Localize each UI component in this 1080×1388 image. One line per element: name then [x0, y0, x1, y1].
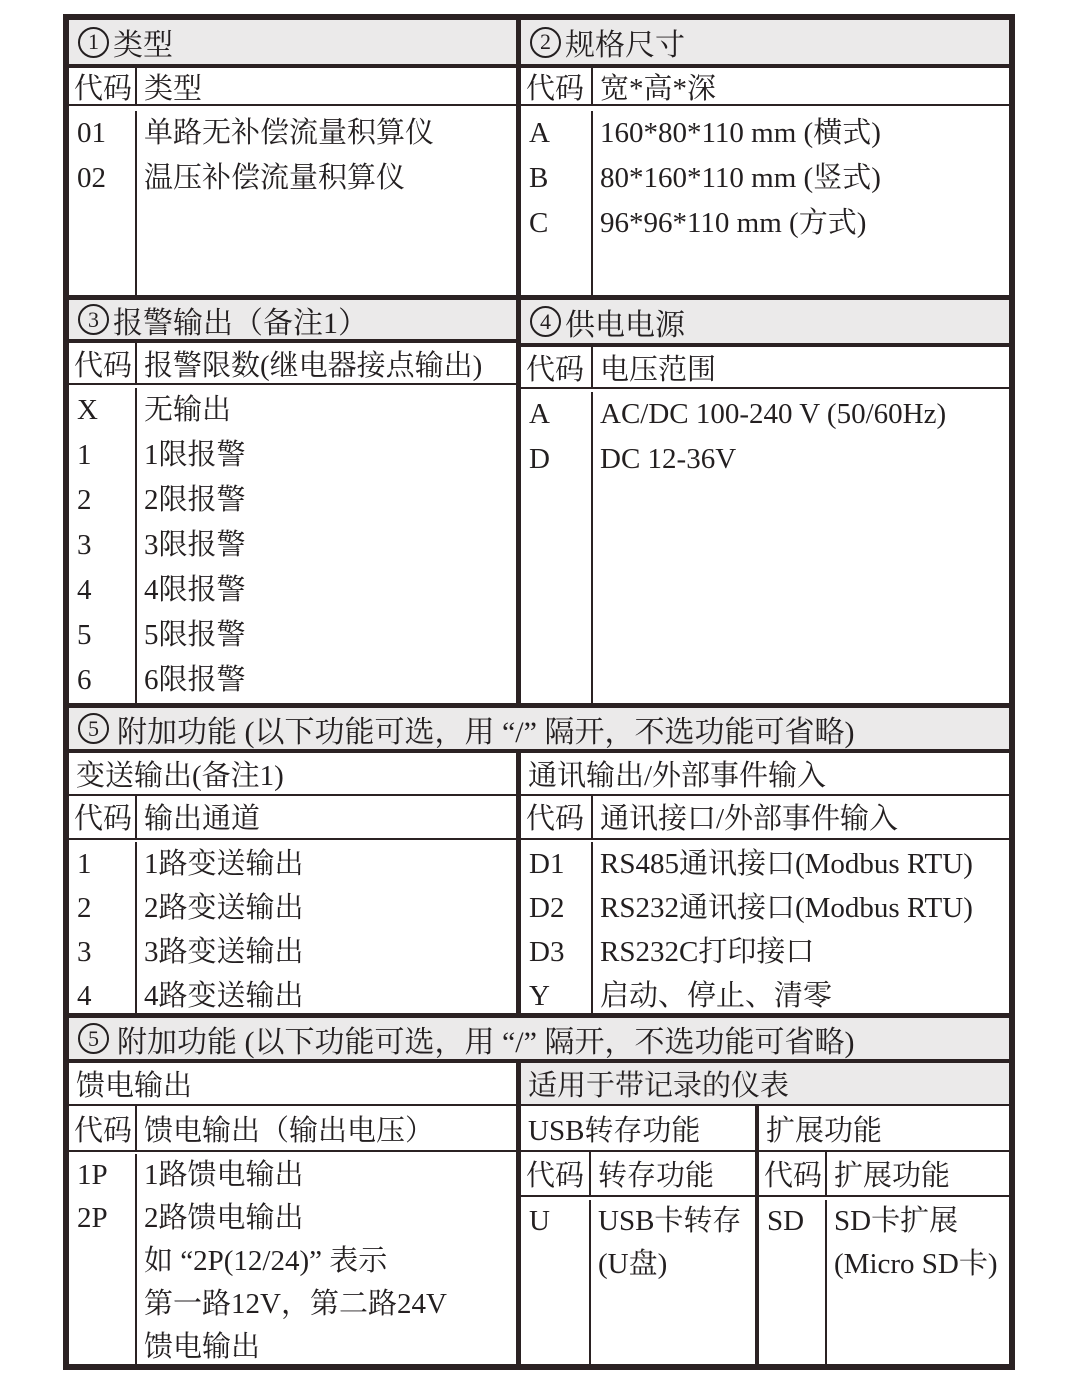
transmit-output-subtitle-text: 变送输出(备注1) — [76, 759, 284, 792]
code-column — [521, 111, 593, 295]
block-additional-functions-2 — [69, 1013, 1009, 1364]
section-power-title-text: 供电电源 — [565, 308, 685, 342]
col-header-output-channels: 输出通道 — [144, 803, 261, 836]
desc-value: 1路馈电输出 — [144, 1159, 304, 1191]
desc-column — [593, 842, 1009, 1018]
code-value: D — [529, 443, 550, 475]
block-type-size — [69, 20, 1009, 295]
section-type — [69, 20, 516, 295]
usb-dump-header — [521, 1106, 755, 1152]
section-alarm-rows — [69, 385, 516, 703]
code-value: D3 — [529, 936, 565, 968]
spec-page — [0, 14, 1080, 1388]
sd-extension-section — [759, 1106, 1009, 1369]
ordering-code-table — [63, 14, 1015, 1370]
col-header-code: 代码 — [521, 347, 593, 387]
usb-ext-split — [521, 1106, 1009, 1369]
section-type-header — [69, 68, 516, 106]
section-alarm — [69, 300, 516, 703]
code-value: 1 — [77, 848, 92, 880]
recording-instruments-subtitle-text: 适用于带记录的仪表 — [528, 1070, 790, 1102]
desc-value: 6限报警 — [144, 664, 246, 696]
desc-value: (U盘) — [598, 1248, 668, 1280]
sd-extension-rows — [759, 1197, 1009, 1369]
desc-value: 3限报警 — [144, 529, 246, 561]
comm-output-subtitle-text: 通讯输出/外部事件输入 — [528, 759, 827, 792]
desc-value: USB卡转存 — [598, 1205, 742, 1237]
code-column — [69, 388, 137, 703]
desc-value: 第一路12V，第二路24V — [144, 1288, 447, 1320]
col-header-code: 代码 — [69, 343, 137, 383]
circled-number-3: 3 — [78, 304, 109, 335]
comm-output-rows — [521, 840, 1009, 1018]
section-power-title — [521, 300, 1009, 347]
code-value: 4 — [77, 574, 92, 606]
section-type-title-text: 类型 — [113, 29, 173, 62]
desc-value: RS232通讯接口(Modbus RTU) — [600, 892, 973, 924]
col-header-code: 代码 — [521, 796, 593, 838]
sd-extension-header-text: 扩展功能 — [766, 1114, 883, 1147]
desc-value: AC/DC 100-240 V (50/60Hz) — [600, 398, 947, 430]
desc-column — [137, 388, 516, 703]
code-column — [69, 111, 137, 295]
code-column — [69, 842, 137, 1018]
usb-dump-header-text: USB转存功能 — [528, 1114, 701, 1147]
code-column — [521, 842, 593, 1018]
block-additional-functions-1 — [69, 703, 1009, 1013]
section-size-title-text: 规格尺寸 — [565, 29, 685, 62]
code-value: Y — [529, 980, 550, 1012]
desc-column — [593, 392, 1009, 703]
desc-value: DC 12-36V — [600, 443, 737, 475]
col-header-code: 代码 — [69, 68, 137, 104]
desc-value: 160*80*110 mm (横式) — [600, 117, 881, 149]
subsection-feed-output — [69, 1063, 516, 1369]
section-addfunc2-title-text: 附加功能 (以下功能可选，用 “/” 隔开，不选功能可省略) — [117, 1025, 855, 1059]
desc-value: 5限报警 — [144, 619, 246, 651]
code-value: D1 — [529, 848, 565, 880]
section-size-header — [521, 68, 1009, 106]
section-alarm-title — [69, 300, 516, 343]
desc-value: 1限报警 — [144, 439, 246, 471]
code-value: U — [529, 1205, 550, 1237]
feed-output-rows — [69, 1152, 516, 1369]
code-value: A — [529, 117, 550, 149]
col-header-feed-voltage: 馈电输出（输出电压） — [144, 1114, 435, 1147]
desc-column — [137, 842, 516, 1018]
section-addfunc1-title — [69, 708, 1009, 753]
col-header-code: 代码 — [69, 1106, 137, 1150]
col-header-voltage-range: 电压范围 — [600, 353, 717, 386]
desc-value: 3路变送输出 — [144, 936, 304, 968]
desc-value: 96*96*110 mm (方式) — [600, 207, 867, 239]
section-size — [516, 20, 1009, 295]
code-value — [77, 1283, 135, 1326]
col-header-extension-function: 扩展功能 — [834, 1160, 951, 1192]
desc-value: 如 “2P(12/24)” 表示 — [144, 1245, 388, 1277]
section-size-title — [521, 20, 1009, 68]
block-alarm-power — [69, 295, 1009, 703]
section-power-header — [521, 347, 1009, 389]
desc-value: 80*160*110 mm (竖式) — [600, 162, 881, 194]
desc-value: (Micro SD卡) — [834, 1248, 998, 1280]
col-header-alarm-limits: 报警限数(继电器接点输出) — [144, 349, 483, 382]
code-value: 4 — [77, 980, 92, 1012]
feed-output-subtitle — [69, 1063, 516, 1106]
code-value: 2 — [77, 892, 92, 924]
desc-value: RS485通讯接口(Modbus RTU) — [600, 848, 973, 880]
sd-extension-header — [759, 1106, 1009, 1152]
code-value: D2 — [529, 892, 565, 924]
section-power-rows — [521, 389, 1009, 703]
section-size-rows — [521, 106, 1009, 295]
code-value: 01 — [77, 117, 106, 149]
circled-number-2: 2 — [530, 27, 561, 58]
transmit-output-subtitle — [69, 753, 516, 796]
col-header-code: 代码 — [521, 1152, 591, 1195]
desc-value: 无输出 — [144, 394, 232, 426]
usb-dump-section — [521, 1106, 759, 1369]
recording-instruments-subtitle — [521, 1063, 1009, 1106]
col-header-code: 代码 — [759, 1152, 827, 1195]
subsection-recording-instruments — [516, 1063, 1009, 1369]
desc-column — [591, 1200, 755, 1369]
comm-output-header — [521, 796, 1009, 840]
code-value: 6 — [77, 664, 92, 696]
transmit-output-header — [69, 796, 516, 840]
code-column — [759, 1200, 827, 1369]
desc-value: 2路馈电输出 — [144, 1202, 304, 1234]
desc-value: 1路变送输出 — [144, 848, 304, 880]
code-column — [69, 1154, 137, 1369]
section-type-title — [69, 20, 516, 68]
desc-value: SD卡扩展 — [834, 1205, 959, 1237]
code-value: 5 — [77, 619, 92, 651]
section-addfunc1-title-text: 附加功能 (以下功能可选，用 “/” 隔开，不选功能可省略) — [117, 715, 855, 749]
section-alarm-title-text: 报警输出（备注1） — [113, 306, 368, 340]
circled-number-1: 1 — [78, 27, 109, 58]
desc-value: 温压补偿流量积算仪 — [144, 162, 406, 194]
desc-value: 4路变送输出 — [144, 980, 304, 1012]
section-alarm-header — [69, 343, 516, 385]
code-value: 1 — [77, 439, 92, 471]
desc-value: 单路无补偿流量积算仪 — [144, 117, 435, 149]
sd-extension-colheaders — [759, 1152, 1009, 1197]
code-value: SD — [767, 1205, 805, 1237]
subsection-transmit-output — [69, 753, 516, 1018]
code-value: 2P — [77, 1202, 108, 1234]
section-addfunc2-title — [69, 1018, 1009, 1063]
feed-output-subtitle-text: 馈电输出 — [76, 1070, 193, 1102]
code-value: 02 — [77, 162, 106, 194]
col-header-comm-interface: 通讯接口/外部事件输入 — [600, 803, 899, 836]
circled-number-5: 5 — [78, 713, 109, 744]
desc-value: 2路变送输出 — [144, 892, 304, 924]
col-header-dump-function: 转存功能 — [598, 1160, 715, 1192]
col-header-code: 代码 — [69, 796, 137, 838]
code-value: 3 — [77, 529, 92, 561]
circled-number-4: 4 — [530, 306, 561, 337]
desc-column — [137, 1154, 516, 1369]
circled-number-5: 5 — [78, 1023, 109, 1054]
code-value: X — [77, 394, 98, 426]
code-value — [77, 1326, 135, 1369]
feed-output-header — [69, 1106, 516, 1152]
usb-dump-rows — [521, 1197, 755, 1369]
col-header-dimensions: 宽*高*深 — [600, 72, 717, 104]
transmit-output-rows — [69, 840, 516, 1018]
comm-output-subtitle — [521, 753, 1009, 796]
code-value: C — [529, 207, 549, 239]
code-value: 1P — [77, 1159, 108, 1191]
usb-dump-colheaders — [521, 1152, 755, 1197]
code-value: 3 — [77, 936, 92, 968]
col-header-code: 代码 — [521, 68, 593, 104]
code-value: A — [529, 398, 550, 430]
desc-column — [137, 111, 516, 295]
col-header-type: 类型 — [144, 72, 203, 104]
code-value: B — [529, 162, 549, 194]
code-value — [77, 1240, 135, 1283]
subsection-comm-output — [516, 753, 1009, 1018]
code-column — [521, 1200, 591, 1369]
desc-column — [827, 1200, 1009, 1369]
section-power — [516, 300, 1009, 703]
desc-column — [593, 111, 1009, 295]
section-type-rows — [69, 106, 516, 295]
code-column — [521, 392, 593, 703]
desc-value: RS232C打印接口 — [600, 936, 815, 968]
desc-value: 2限报警 — [144, 484, 246, 516]
desc-value: 馈电输出 — [144, 1331, 261, 1363]
desc-value: 4限报警 — [144, 574, 246, 606]
desc-value: 启动、停止、清零 — [600, 980, 833, 1012]
code-value: 2 — [77, 484, 92, 516]
